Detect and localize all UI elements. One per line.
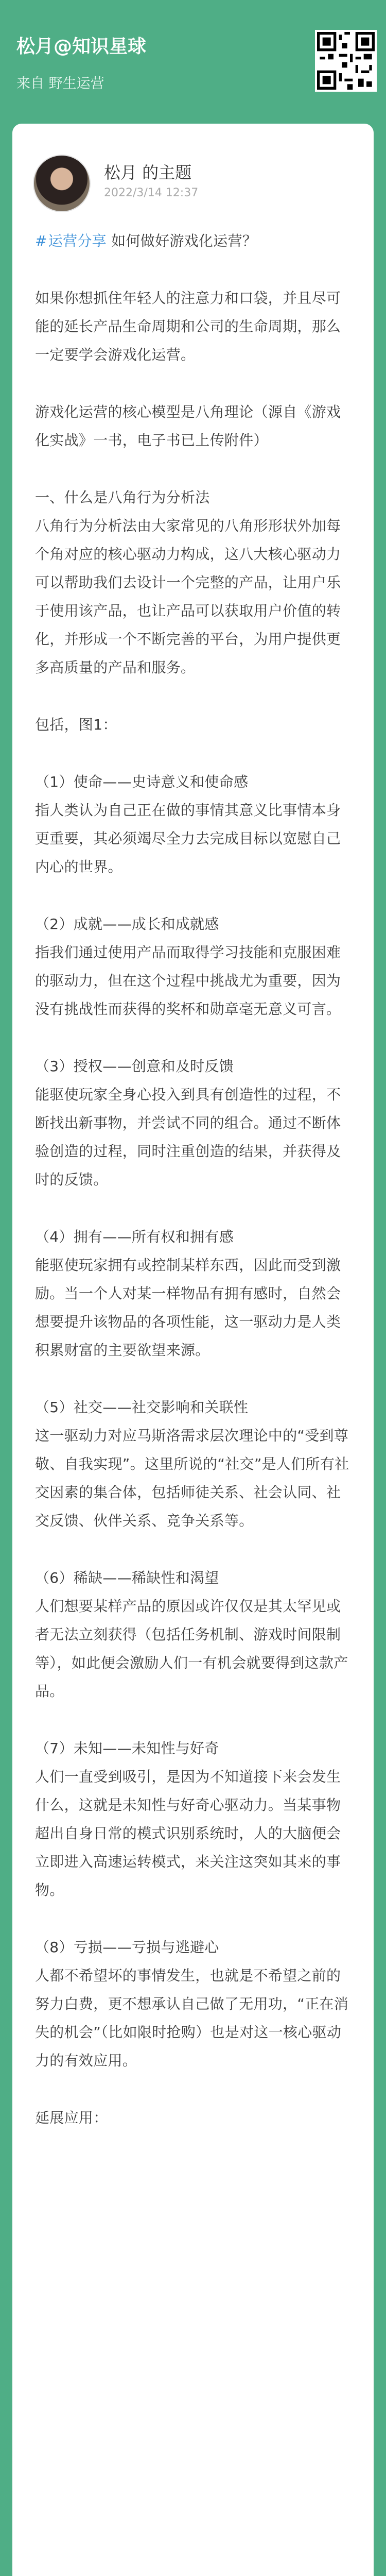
post-paragraph: （2）成就——成长和成就感 指我们通过使用产品而取得学习技能和克服困难的驱动力，但在这个过程中挑战尤为重要，因为没有挑战性而获得的奖杯和勋章毫无意义可言。 xyxy=(35,916,341,1018)
share-header xyxy=(0,0,386,118)
post-paragraph: （1）使命——史诗意义和使命感 指人类认为自己正在做的事情其意义比事情本身更重要，其必须竭尽全力去完成目标以宽慰自己内心的世界。 xyxy=(35,773,341,875)
post-paragraph: （7）未知——未知性与好奇 人们一直受到吸引，是因为不知道接下来会发生什么，这就是未知性与好奇心驱动力。当某事物超出自身日常的模式识别系统时，人的大脑便会立即进入高速运转模式，来关注这突如其来的事物。 xyxy=(35,1740,341,1899)
post-card xyxy=(12,124,374,2576)
header-title: 松月@知识星球 xyxy=(16,36,147,57)
post-paragraph: （5）社交——社交影响和关联性 这一驱动力对应马斯洛需求层次理论中的“受到尊敬、自我实现”。这里所说的“社交”是人们所有社交因素的集合体，包括师徒关系、社会认同、社交反馈、伙伴关系、竞争关系等。 xyxy=(35,1399,349,1529)
post-paragraph: 包括，图1： xyxy=(35,716,117,733)
post-title-text: 如何做好游戏化运营？ xyxy=(111,232,257,249)
post-timestamp: 2022/3/14 12:37 xyxy=(104,187,199,199)
post-paragraph: 如果你想抓住年轻人的注意力和口袋，并且尽可能的延长产品生命周期和公司的生命周期，那么一定要学会游戏化运营。 xyxy=(35,290,341,363)
post-paragraph: 延展应用： xyxy=(35,2109,108,2126)
avatar[interactable] xyxy=(33,155,91,212)
qr-code-icon[interactable] xyxy=(315,30,377,92)
post-paragraph xyxy=(35,227,354,255)
header-source: 来自 野生运营 xyxy=(16,76,104,92)
author-name[interactable]: 松月 的主题 xyxy=(104,163,192,182)
post-paragraph: （6）稀缺——稀缺性和渴望 人们想要某样产品的原因或许仅仅是其太罕见或者无法立刻获得（包括任务机制、游戏时间限制等），如此便会激励人们一有机会就要得到这款产品。 xyxy=(35,1569,348,1700)
author-row xyxy=(33,155,342,211)
post-content xyxy=(35,227,354,2161)
post-paragraph: 游戏化运营的核心模型是八角理论（源自《游戏化实战》一书，电子书已上传附件） xyxy=(35,403,341,449)
hashtag-icon: # xyxy=(35,232,47,249)
topic-tag[interactable]: 运营分享 xyxy=(48,232,107,249)
post-paragraph: （8）亏损——亏损与逃避心 人都不希望坏的事情发生，也就是不希望之前的努力白费，更不想承认自己做了无用功，“正在消失的机会”（比如限时抢购）也是对这一核心驱动力的有效应用。 xyxy=(35,1939,349,2069)
post-paragraph: （4）拥有——所有权和拥有感 能驱使玩家拥有或控制某样东西，因此而受到激励。当一个人对某一样物品有拥有感时，自然会想要提升该物品的各项性能，这一驱动力是人类积累财富的主要欲望来源。 xyxy=(35,1228,341,1359)
post-paragraph: （3）授权——创意和及时反馈 能驱使玩家全身心投入到具有创造性的过程，不断找出新事物，并尝试不同的组合。通过不断体验创造的过程，同时注重创造的结果，并获得及时的反馈。 xyxy=(35,1058,341,1188)
post-paragraph: 一、什么是八角行为分析法 八角行为分析法由大家常见的八角形形状外加每个角对应的核心驱动力构成，这八大核心驱动力可以帮助我们去设计一个完整的产品，让用户乐于使用该产品，也让产品可以获取用户价值的转化，并形成一个不断完善的平台，为用户提供更多高质量的产品和服务。 xyxy=(35,489,341,676)
